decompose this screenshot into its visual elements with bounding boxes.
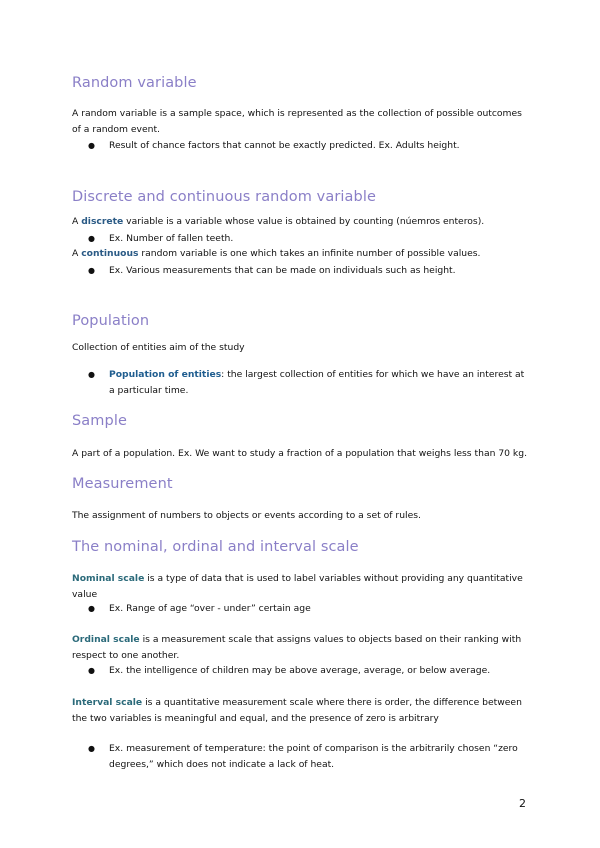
paragraph-sample: A part of a population. Ex. We want to study a fraction of a population that weighs less than 70 kg. (72, 448, 528, 459)
bullet-icon: ● (88, 141, 95, 150)
keyword-discrete: discrete (81, 216, 124, 227)
list-item (88, 663, 528, 679)
list-item-text: Ex. measurement of temperature: the point of comparison is the arbitrarily chosen “zero degrees,” which does not indicate a lack of heat. (109, 743, 518, 770)
bullet-icon: ● (88, 604, 95, 613)
keyword-population-of-entities: Population of entities (109, 369, 222, 380)
bullet-icon: ● (88, 744, 95, 753)
paragraph-interval (72, 695, 532, 727)
paragraph-continuous (72, 246, 532, 262)
list-item (88, 601, 528, 617)
list-item-text: Ex. Range of age “over - under” certain age (109, 603, 311, 614)
keyword-nominal-scale: Nominal scale (72, 573, 145, 584)
page-number: 2 (519, 797, 526, 810)
paragraph-population: Collection of entities aim of the study (72, 342, 245, 353)
list-item-text (109, 367, 528, 399)
bullet-icon: ● (88, 666, 95, 675)
list-item-text: Result of chance factors that cannot be exactly predicted. Ex. Adults height. (109, 140, 460, 151)
list-item (88, 231, 528, 247)
list-item (88, 367, 528, 399)
text-rest: : the largest collection of entities for which we have an interest at a particular time. (109, 369, 525, 396)
text-prefix: A (72, 248, 82, 259)
paragraph-ordinal (72, 632, 532, 664)
bullet-icon: ● (88, 266, 95, 275)
heading-scales: The nominal, ordinal and interval scale (72, 539, 359, 555)
list-item-text: Ex. Number of fallen teeth. (109, 233, 234, 244)
heading-sample: Sample (72, 413, 127, 429)
bullet-icon: ● (88, 234, 95, 243)
keyword-interval-scale: Interval scale (72, 697, 143, 708)
bullet-icon: ● (88, 370, 95, 379)
paragraph-nominal (72, 571, 532, 603)
paragraph-random-variable: A random variable is a sample space, which is represented as the collection of possible outcomes of a random event. (72, 108, 522, 135)
keyword-continuous: continuous (81, 248, 139, 259)
heading-population: Population (72, 313, 150, 329)
paragraph-measurement: The assignment of numbers to objects or events according to a set of rules. (72, 510, 421, 521)
text-rest: variable is a variable whose value is obtained by counting (núemros enteros). (123, 216, 485, 227)
list-item-text: Ex. the intelligence of children may be above average, average, or below average. (109, 665, 491, 676)
text-rest: is a measurement scale that assigns values to objects based on their ranking with respect to one another. (72, 634, 522, 661)
list-item (88, 741, 528, 773)
list-item (88, 138, 528, 154)
text-prefix: A (72, 216, 82, 227)
text-rest: is a quantitative measurement scale where there is order, the difference between the two variables is meaningful and equal, and the presence of zero is arbitrary (72, 697, 522, 724)
keyword-ordinal-scale: Ordinal scale (72, 634, 140, 645)
list-item (88, 263, 528, 279)
text-rest: is a type of data that is used to label variables without providing any quantitative value (72, 573, 523, 600)
heading-discrete-continuous: Discrete and continuous random variable (72, 189, 376, 205)
paragraph-discrete (72, 214, 532, 230)
heading-measurement: Measurement (72, 476, 173, 492)
text-rest: random variable is one which takes an infinite number of possible values. (138, 248, 481, 259)
heading-random-variable: Random variable (72, 75, 197, 91)
list-item-text: Ex. Various measurements that can be made on individuals such as height. (109, 265, 456, 276)
